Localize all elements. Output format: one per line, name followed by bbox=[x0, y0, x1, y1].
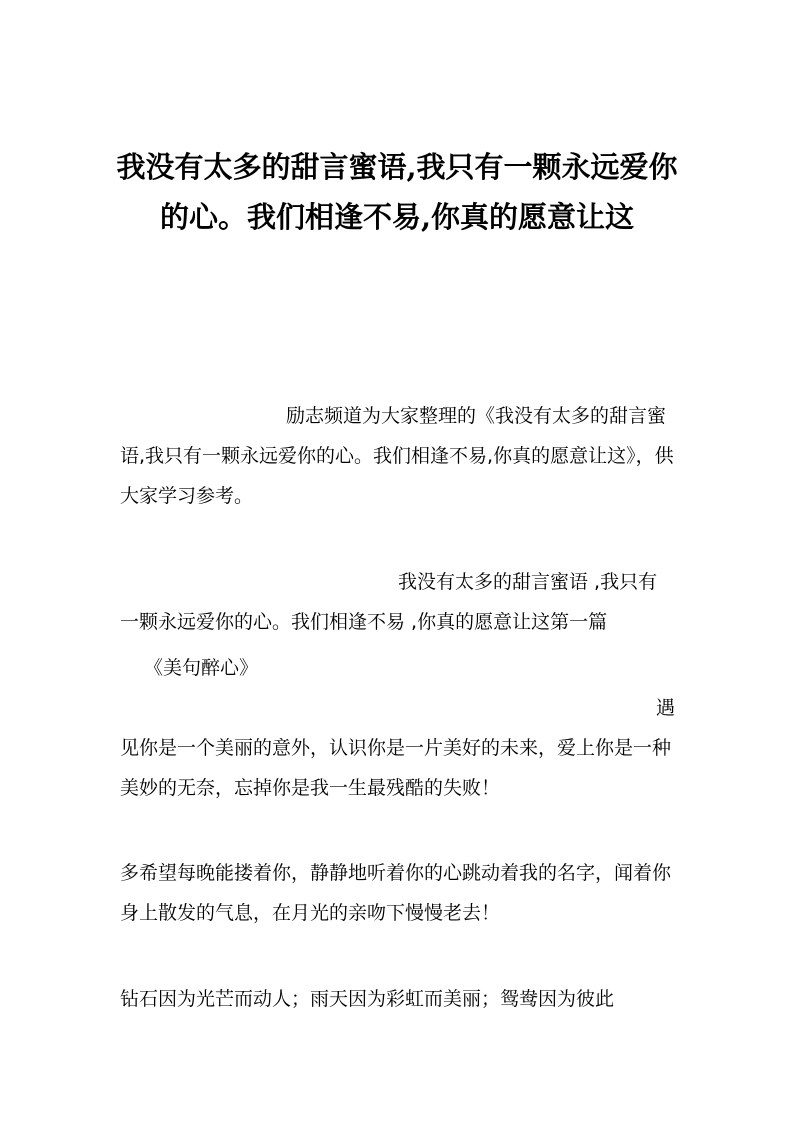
paragraph-text: 见你是一个美丽的意外，认识你是一片美好的未来，爱上你是一种美妙的无奈，忘掉你是我一生最残酷的失败！ bbox=[120, 737, 672, 799]
document-title: 我没有太多的甜言蜜语,我只有一颗永远爱你的心。我们相逢不易,你真的愿意让这 bbox=[116, 150, 678, 234]
body-paragraph: 多希望每晚能搂着你，静静地听着你的心跳动着我的名字，闻着你身上散发的气息，在月光的亲吻下慢慢老去！ bbox=[120, 862, 672, 924]
paragraph-lead-char: 遇 bbox=[655, 697, 675, 719]
body-paragraph: 钻石因为光芒而动人；雨天因为彩虹而美丽；鸳鸯因为彼此 bbox=[120, 988, 615, 1010]
section-heading: 我没有太多的甜言蜜语 ,我只有一颗永远爱你的心。我们相逢不易 ,你真的愿意让这第一篇 bbox=[120, 571, 658, 633]
body-paragraph bbox=[120, 688, 675, 808]
intro-paragraph: 励志频道为大家整理的《我没有太多的甜言蜜语,我只有一颗永远爱你的心。我们相逢不易,你真的愿意让这》，供大家学习参考。 bbox=[120, 405, 674, 507]
section-subheading: 《美句醉心》 bbox=[144, 657, 259, 679]
